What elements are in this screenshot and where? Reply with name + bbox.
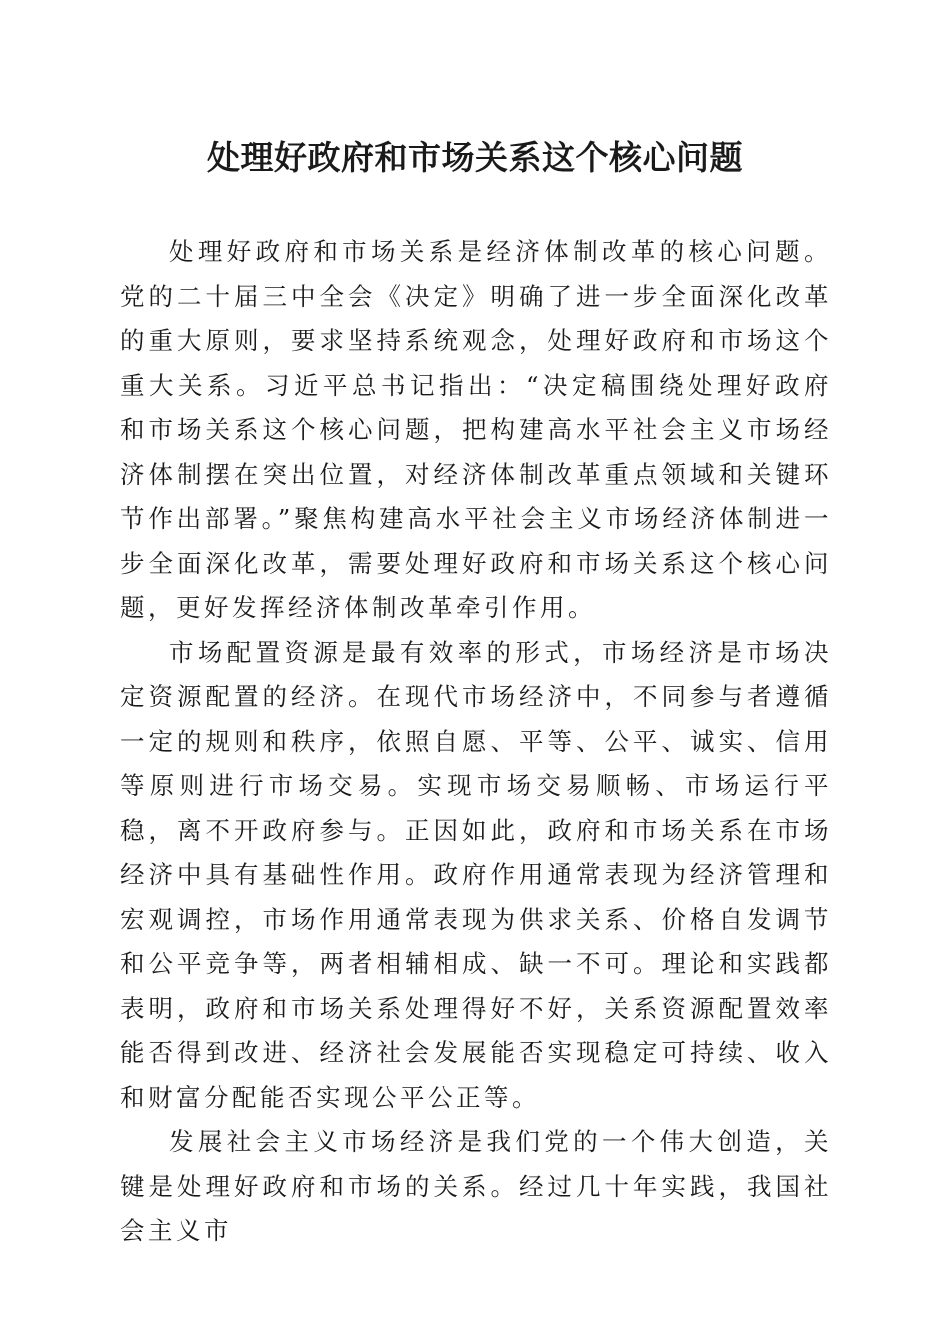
paragraph-2: 市场配置资源是最有效率的形式，市场经济是市场决定资源配置的经济。在现代市场经济中，不同参与者遵循一定的规则和秩序，依照自愿、平等、公平、诚实、信用等原则进行市场交易。实现市场交易顺畅、市场运行平稳，离不开政府参与。正因如此，政府和市场关系在市场经济中具有基础性作用。政府作用通常表现为经济管理和宏观调控，市场作用通常表现为供求关系、价格自发调节和公平竞争等，两者相辅相成、缺一不可。理论和实践都表明，政府和市场关系处理得好不好，关系资源配置效率能否得到改进、经济社会发展能否实现稳定可持续、收入和财富分配能否实现公平公正等。	[120, 637, 832, 1112]
document-body	[120, 230, 832, 1254]
paragraph-3: 发展社会主义市场经济是我们党的一个伟大创造，关键是处理好政府和市场的关系。经过几十年实践，我国社会主义市	[120, 1127, 832, 1245]
document-title: 处理好政府和市场关系这个核心问题	[207, 138, 743, 177]
paragraph-1: 处理好政府和市场关系是经济体制改革的核心问题。党的二十届三中全会《决定》明确了进一步全面深化改革的重大原则，要求坚持系统观念，处理好政府和市场这个重大关系。习近平总书记指出：“决定稿围绕处理好政府和市场关系这个核心问题，把构建高水平社会主义市场经济体制摆在突出位置，对经济体制改革重点领域和关键环节作出部署。”聚焦构建高水平社会主义市场经济体制进一步全面深化改革，需要处理好政府和市场关系这个核心问题，更好发挥经济体制改革牵引作用。	[120, 237, 832, 622]
